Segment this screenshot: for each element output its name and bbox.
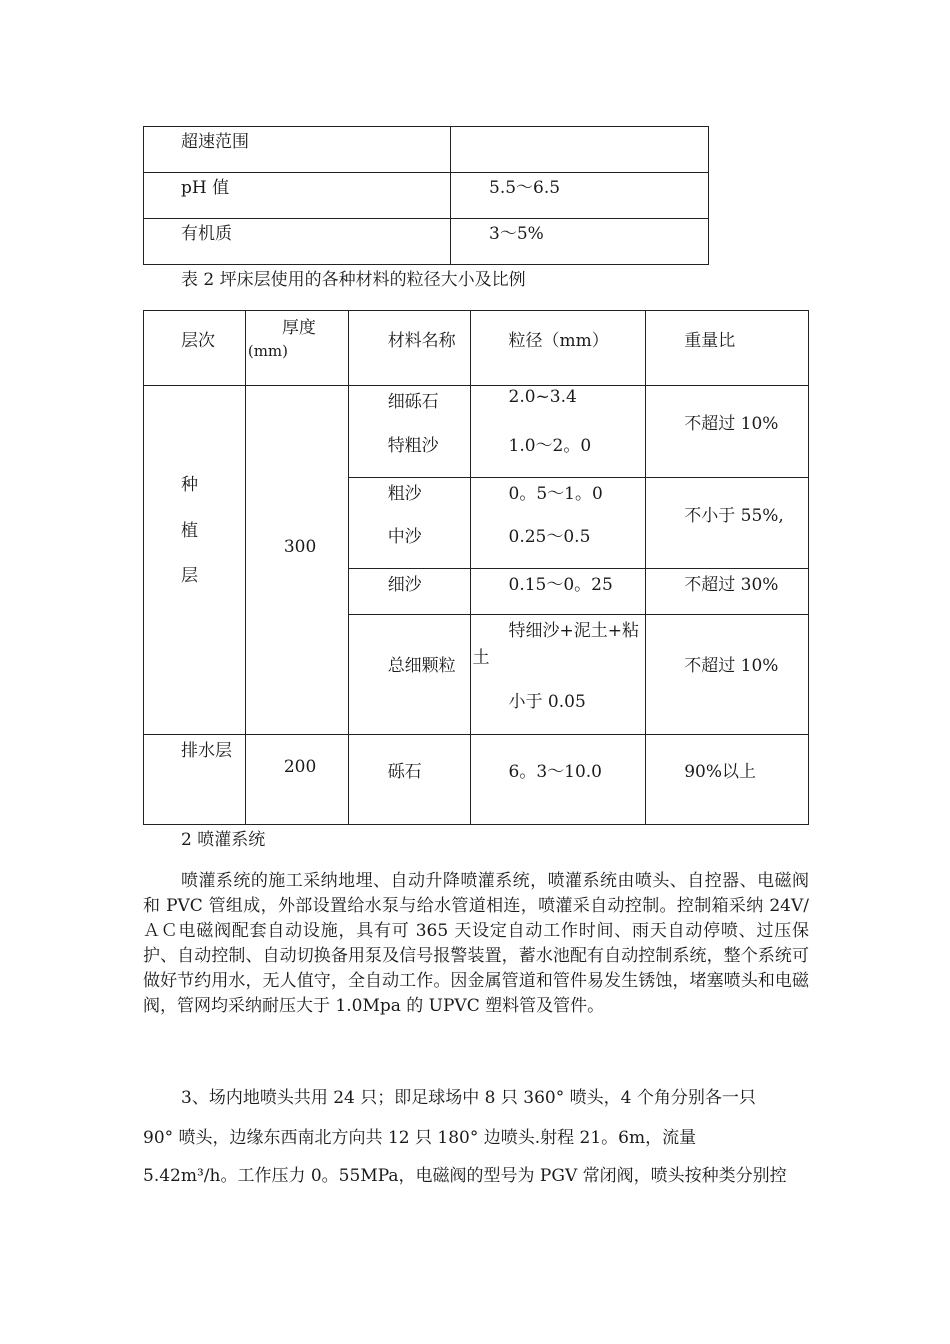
table-cell: 0.15～0。25	[470, 569, 646, 615]
soil-properties-table	[143, 126, 709, 265]
table-cell: 细砾石 特粗沙	[348, 386, 470, 478]
header-material: 材料名称	[348, 311, 470, 386]
table-cell: 特细沙+泥土+粘 土 小于 0.05	[470, 615, 646, 735]
table-cell: 2.0~3.4 1.0～2。0	[470, 386, 646, 478]
table-cell: 总细颗粒	[348, 615, 470, 735]
table-cell: 不小于 55%,	[646, 478, 809, 569]
table-cell: 超速范围	[144, 127, 451, 173]
bed-layer-materials-table	[143, 310, 809, 825]
body-text-line: 5.42m³/h。工作压力 0。55MPa，电磁阀的型号为 PGV 常闭阀，喷头按种类分别控	[143, 1166, 787, 1186]
table-cell: 3～5%	[451, 219, 709, 265]
header-layer: 层次	[144, 311, 246, 386]
table-row	[144, 219, 709, 265]
header-size: 粒径（mm）	[470, 311, 646, 386]
body-paragraph: 喷灌系统的施工采纳地埋、自动升降喷灌系统，喷灌系统由喷头、自控器、电磁阀和 PVC 管组成，外部设置给水泵与给水管道相连，喷灌采自动控制。控制箱采纳 24V/ＡＣ电磁阀配套自动设施，具有可 365 天设定自动工作时间、雨天自动停喷、过压保护、自动控制、自动切换备用泵及信号报警装置，蓄水池配有自动控制系统，整个系统可做好节约用水，无人值守，全自动工作。因金属管道和管件易发生锈蚀，堵塞喷头和电磁阀，管网均采纳耐压大于 1.0Mpa 的 UPVC 塑料管及管件。	[143, 871, 809, 1016]
table-cell: 粗沙 中沙	[348, 478, 470, 569]
body-text-line: 90° 喷头，边缘东西南北方向共 12 只 180° 边喷头.射程 21。6m，流量	[143, 1128, 697, 1148]
table-cell: 6。3～10.0	[470, 735, 646, 825]
table-cell: pH 值	[144, 173, 451, 219]
table-cell: 0。5～1。0 0.25～0.5	[470, 478, 646, 569]
table-cell: 砾石	[348, 735, 470, 825]
section-heading: 2 喷灌系统	[181, 830, 266, 850]
table-cell: 不超过 30%	[646, 569, 809, 615]
table-cell: 5.5～6.5	[451, 173, 709, 219]
table-cell: 不超过 10%	[646, 615, 809, 735]
body-text-line: 3、场内地喷头共用 24 只；即足球场中 8 只 360° 喷头，4 个角分别各一只	[181, 1088, 756, 1108]
planting-layer-cell: 种 植 层	[144, 386, 246, 735]
table-row	[144, 173, 709, 219]
header-ratio: 重量比	[646, 311, 809, 386]
table-cell: 90%以上	[646, 735, 809, 825]
table-cell: 细沙	[348, 569, 470, 615]
table-cell: 不超过 10%	[646, 386, 809, 478]
table-cell: 200	[245, 735, 348, 825]
header-thickness: 厚度 (mm)	[245, 311, 348, 386]
table-row	[144, 735, 809, 825]
table-row	[144, 386, 809, 478]
table-header-row	[144, 311, 809, 386]
table-cell	[451, 127, 709, 173]
drainage-layer-cell: 排水层	[144, 735, 246, 825]
table-row	[144, 127, 709, 173]
table-cell: 有机质	[144, 219, 451, 265]
planting-thickness-cell: 300	[245, 386, 348, 735]
table-caption: 表 2 坪床层使用的各种材料的粒径大小及比例	[181, 270, 526, 290]
